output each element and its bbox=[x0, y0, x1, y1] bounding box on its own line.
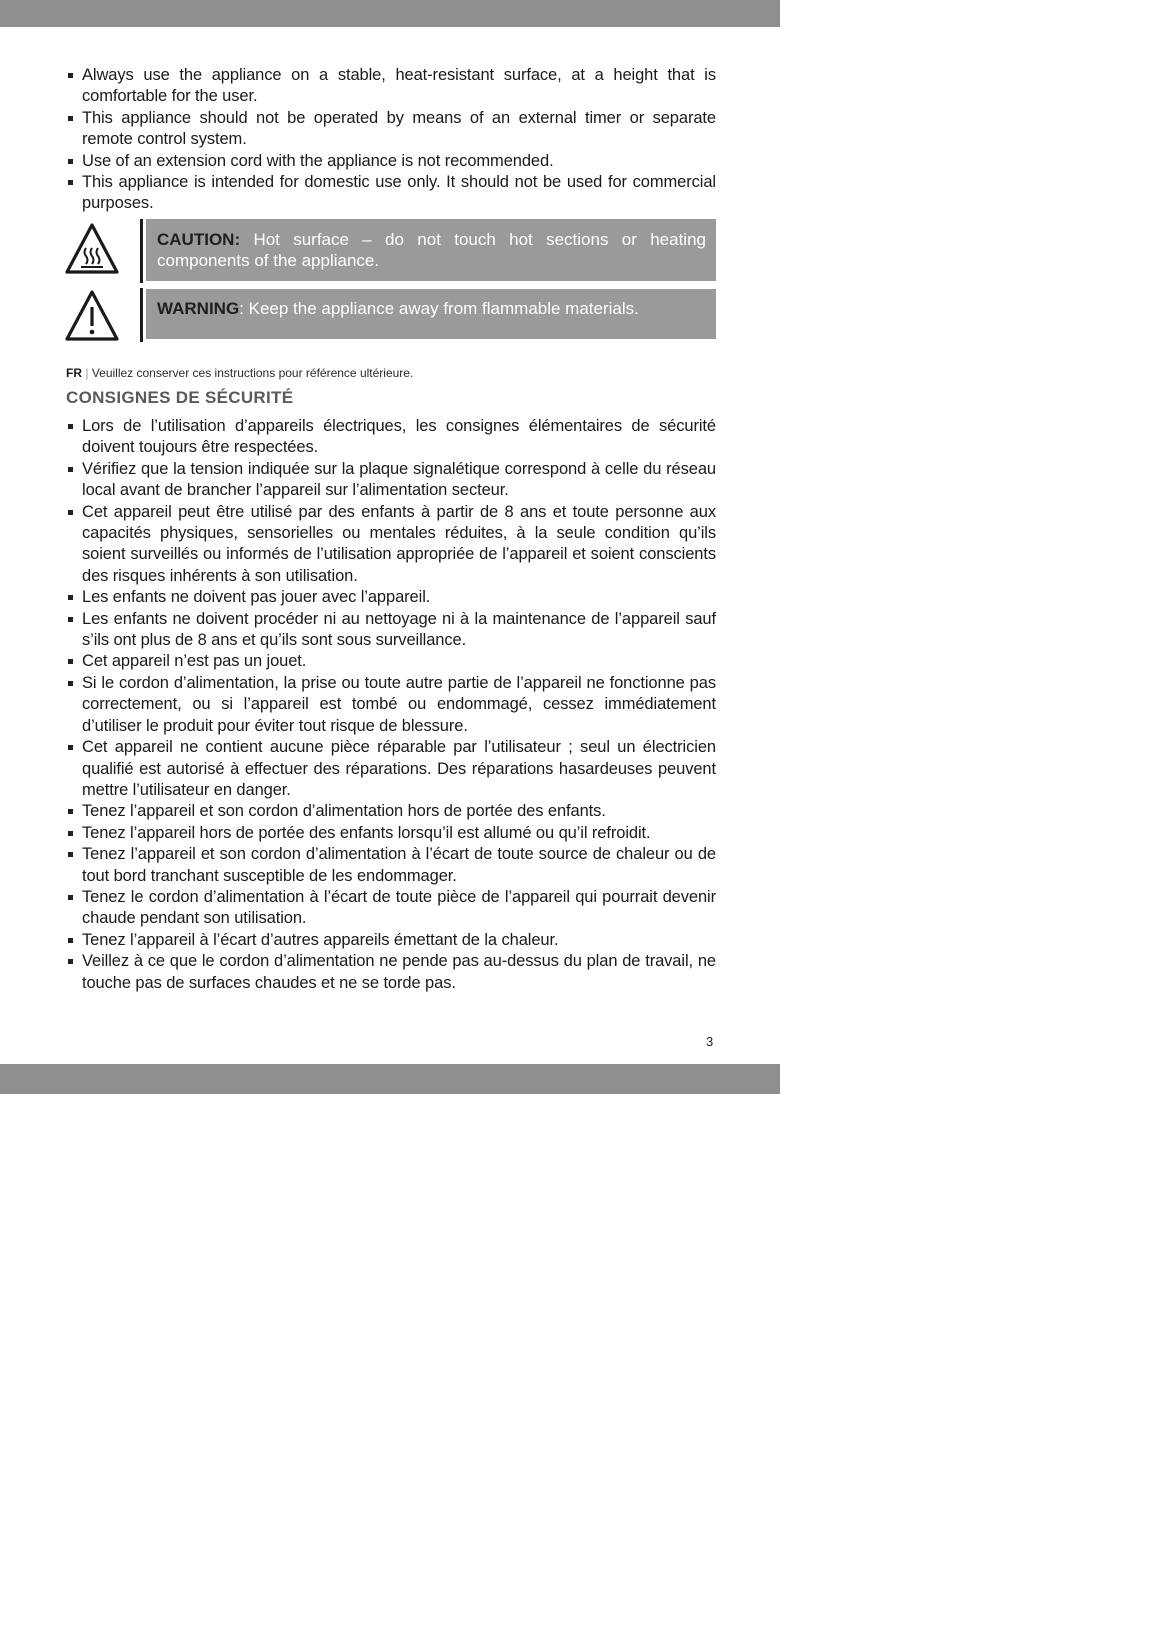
list-item: Tenez le cordon d’alimentation à l’écart de toute pièce de l’appareil qui pourrait devenir chaude pendant son utilisation. bbox=[66, 887, 716, 930]
warning-text: : Keep the appliance away from flammable materials. bbox=[239, 299, 639, 318]
list-item: Tenez l’appareil et son cordon d’alimentation hors de portée des enfants. bbox=[66, 801, 716, 822]
list-item: Tenez l’appareil à l’écart d’autres appareils émettant de la chaleur. bbox=[66, 930, 716, 951]
warning-notice bbox=[64, 288, 716, 342]
list-item: Lors de l’utilisation d’appareils électriques, les consignes élémentaires de sécurité doivent toujours être respectées. bbox=[66, 416, 716, 459]
french-safety-list bbox=[66, 416, 716, 994]
caution-notice bbox=[64, 219, 716, 283]
list-item: Vérifiez que la tension indiquée sur la plaque signalétique correspond à celle du réseau local avant de brancher l’appareil sur l’alimentation secteur. bbox=[66, 459, 716, 502]
english-safety-list bbox=[66, 65, 716, 215]
list-item: Tenez l’appareil hors de portée des enfants lorsqu’il est allumé ou qu’il refroidit. bbox=[66, 823, 716, 844]
list-item: Cet appareil n’est pas un jouet. bbox=[66, 651, 716, 672]
caution-label: CAUTION: bbox=[157, 230, 241, 249]
exclamation-warning-icon bbox=[64, 289, 120, 343]
french-intro-note bbox=[66, 366, 413, 380]
list-item: Cet appareil peut être utilisé par des enfants à partir de 8 ans et toute personne aux capacités physiques, sensorielles ou mentales réduites, à la seule condition qu’ils soient surveillés ou informés de l’utilisation appropriée de l’appareil et soient conscients des risques inhérents à son utilisation. bbox=[66, 502, 716, 588]
keep-instructions-note: Veuillez conserver ces instructions pour référence ultérieure. bbox=[91, 366, 414, 380]
list-item: Si le cordon d’alimentation, la prise ou toute autre partie de l’appareil ne fonctionne pas correctement, ou si l’appareil est tombé ou endommagé, cessez immédiatement d’utiliser le produit pour éviter tout risque de blessure. bbox=[66, 673, 716, 737]
hot-surface-warning-icon bbox=[64, 222, 120, 276]
list-item: Cet appareil ne contient aucune pièce réparable par l’utilisateur ; seul un électricien qualifié est autorisé à effectuer des réparations. Des réparations hasardeuses peuvent mettre l’utilisateur en danger. bbox=[66, 737, 716, 801]
divider bbox=[140, 219, 143, 283]
section-title: CONSIGNES DE SÉCURITÉ bbox=[66, 388, 294, 407]
list-item: Les enfants ne doivent pas jouer avec l’appareil. bbox=[66, 587, 716, 608]
list-item: This appliance should not be operated by means of an external timer or separate remote control system. bbox=[66, 108, 716, 151]
page-number: 3 bbox=[706, 1034, 714, 1049]
separator: | bbox=[85, 366, 89, 380]
caution-text: Hot surface – do not touch hot sections or heating components of the appliance. bbox=[157, 230, 706, 270]
list-item: Always use the appliance on a stable, heat-resistant surface, at a height that is comfortable for the user. bbox=[66, 65, 716, 108]
list-item: This appliance is intended for domestic use only. It should not be used for commercial purposes. bbox=[66, 172, 716, 215]
header-bar bbox=[0, 0, 780, 27]
list-item: Veillez à ce que le cordon d’alimentation ne pende pas au-dessus du plan de travail, ne touche pas de surfaces chaudes et ne se torde pas. bbox=[66, 951, 716, 994]
list-item: Les enfants ne doivent procéder ni au nettoyage ni à la maintenance de l’appareil sauf s’ils ont plus de 8 ans et qu’ils sont sous surveillance. bbox=[66, 609, 716, 652]
divider bbox=[140, 288, 143, 342]
language-code: FR bbox=[66, 366, 82, 380]
warning-label: WARNING bbox=[157, 299, 240, 318]
warning-box bbox=[146, 289, 716, 339]
list-item: Tenez l’appareil et son cordon d’alimentation à l’écart de toute source de chaleur ou de tout bord tranchant susceptible de les endommager. bbox=[66, 844, 716, 887]
footer-bar bbox=[0, 1064, 780, 1094]
caution-box bbox=[146, 219, 716, 281]
list-item: Use of an extension cord with the appliance is not recommended. bbox=[66, 151, 716, 172]
